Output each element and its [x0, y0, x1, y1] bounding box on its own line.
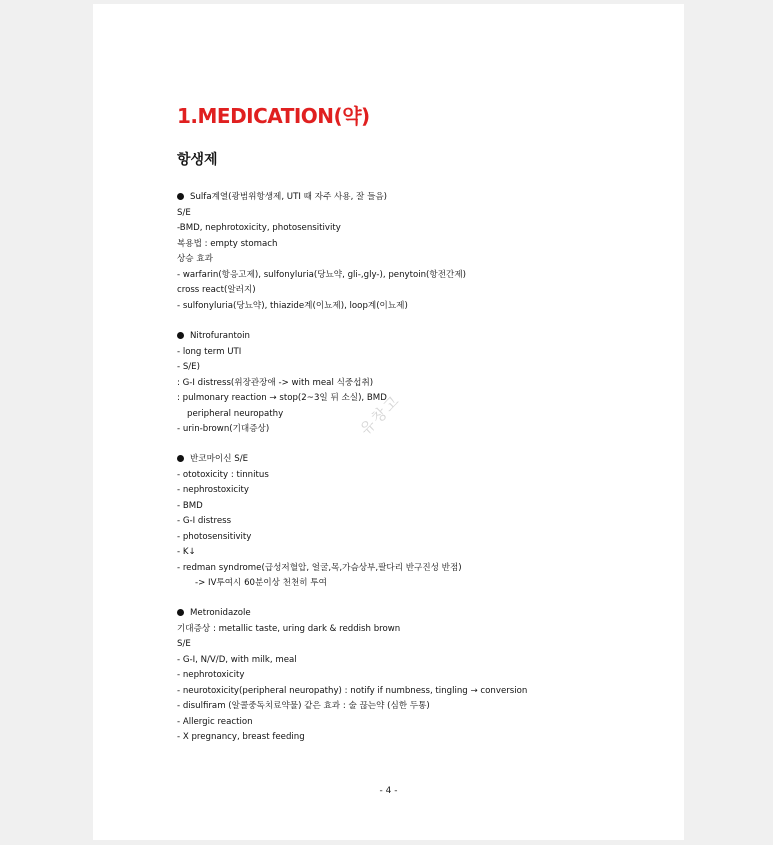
text-line: - BMD [177, 500, 203, 511]
text-line: - warfarin(항응고제), sulfonyluria(당뇨약, gli-,gly-), penytoin(항전간제) [177, 269, 466, 280]
text-line: - ototoxicity : tinnitus [177, 469, 269, 480]
text-line: 상승 효과 [177, 254, 213, 264]
section-sulfa [177, 190, 466, 314]
text-line: - photosensitivity [177, 531, 252, 542]
bullet-title: 반코마이신 S/E [177, 452, 462, 468]
text-line: - X pregnancy, breast feeding [177, 732, 305, 742]
text-line: - G-I distress [177, 516, 232, 526]
text-line: - urin-brown(기대증상) [177, 424, 270, 434]
text-line: S/E [177, 639, 191, 649]
watermark: 유창고 [356, 390, 404, 439]
text-line: cross react(알러지) [177, 285, 256, 295]
text-line: - Allergic reaction [177, 716, 253, 727]
bullet-title: Metronidazole [177, 606, 527, 622]
text-line: 복용법 : empty stomach [177, 238, 278, 249]
text-line: - sulfonyluria(당뇨약), thiazide계(이뇨제), loop계(이뇨제) [177, 300, 408, 311]
page-title: 1.MEDICATION(약) [177, 104, 370, 128]
text-line: - long term UTI [177, 346, 242, 357]
text-line: - nephrotoxicity [177, 670, 245, 680]
text-line: - disulfiram (알콜중독치료약물) 같은 효과 : 술 끊는약 (심한 두통) [177, 701, 430, 711]
page-number: - 4 - [379, 786, 398, 796]
text-line: -BMD, nephrotoxicity, photosensitivity [177, 223, 341, 233]
bullet-title: Nitrofurantoin [177, 329, 387, 345]
text-line: 기대증상 : metallic taste, uring dark & reddish brown [177, 623, 401, 634]
text-line: -> IV투여시 60분이상 천천히 투여 [195, 578, 327, 588]
section-metronidazole [177, 606, 527, 746]
text-line: peripheral neuropathy [187, 408, 284, 419]
section-vancomycin [177, 452, 462, 592]
text-line: - G-I, N/V/D, with milk, meal [177, 654, 297, 665]
bullet-title: Sulfa계열(광범위항생제, UTI 때 자주 사용, 잘 들음) [177, 190, 466, 206]
text-line: - neurotoxicity(peripheral neuropathy) : notify if numbness, tingling → conversion [177, 685, 528, 696]
text-line: - nephrostoxicity [177, 485, 249, 495]
section-heading: 항생제 [177, 152, 218, 168]
document-page [93, 4, 684, 840]
text-line: - redman syndrome(급성저혈압, 얼굴,목,가슴상부,팔다리 반구진성 반점) [177, 562, 462, 573]
text-line: S/E [177, 207, 191, 218]
text-line: - K↓ [177, 547, 196, 557]
text-line: - S/E) [177, 362, 200, 372]
section-nitrofurantoin [177, 329, 387, 438]
text-line: : pulmonary reaction → stop(2~3일 뒤 소실), BMD [177, 393, 387, 403]
text-line: : G-I distress(위장관장애 -> with meal 식중섭취) [177, 377, 374, 388]
